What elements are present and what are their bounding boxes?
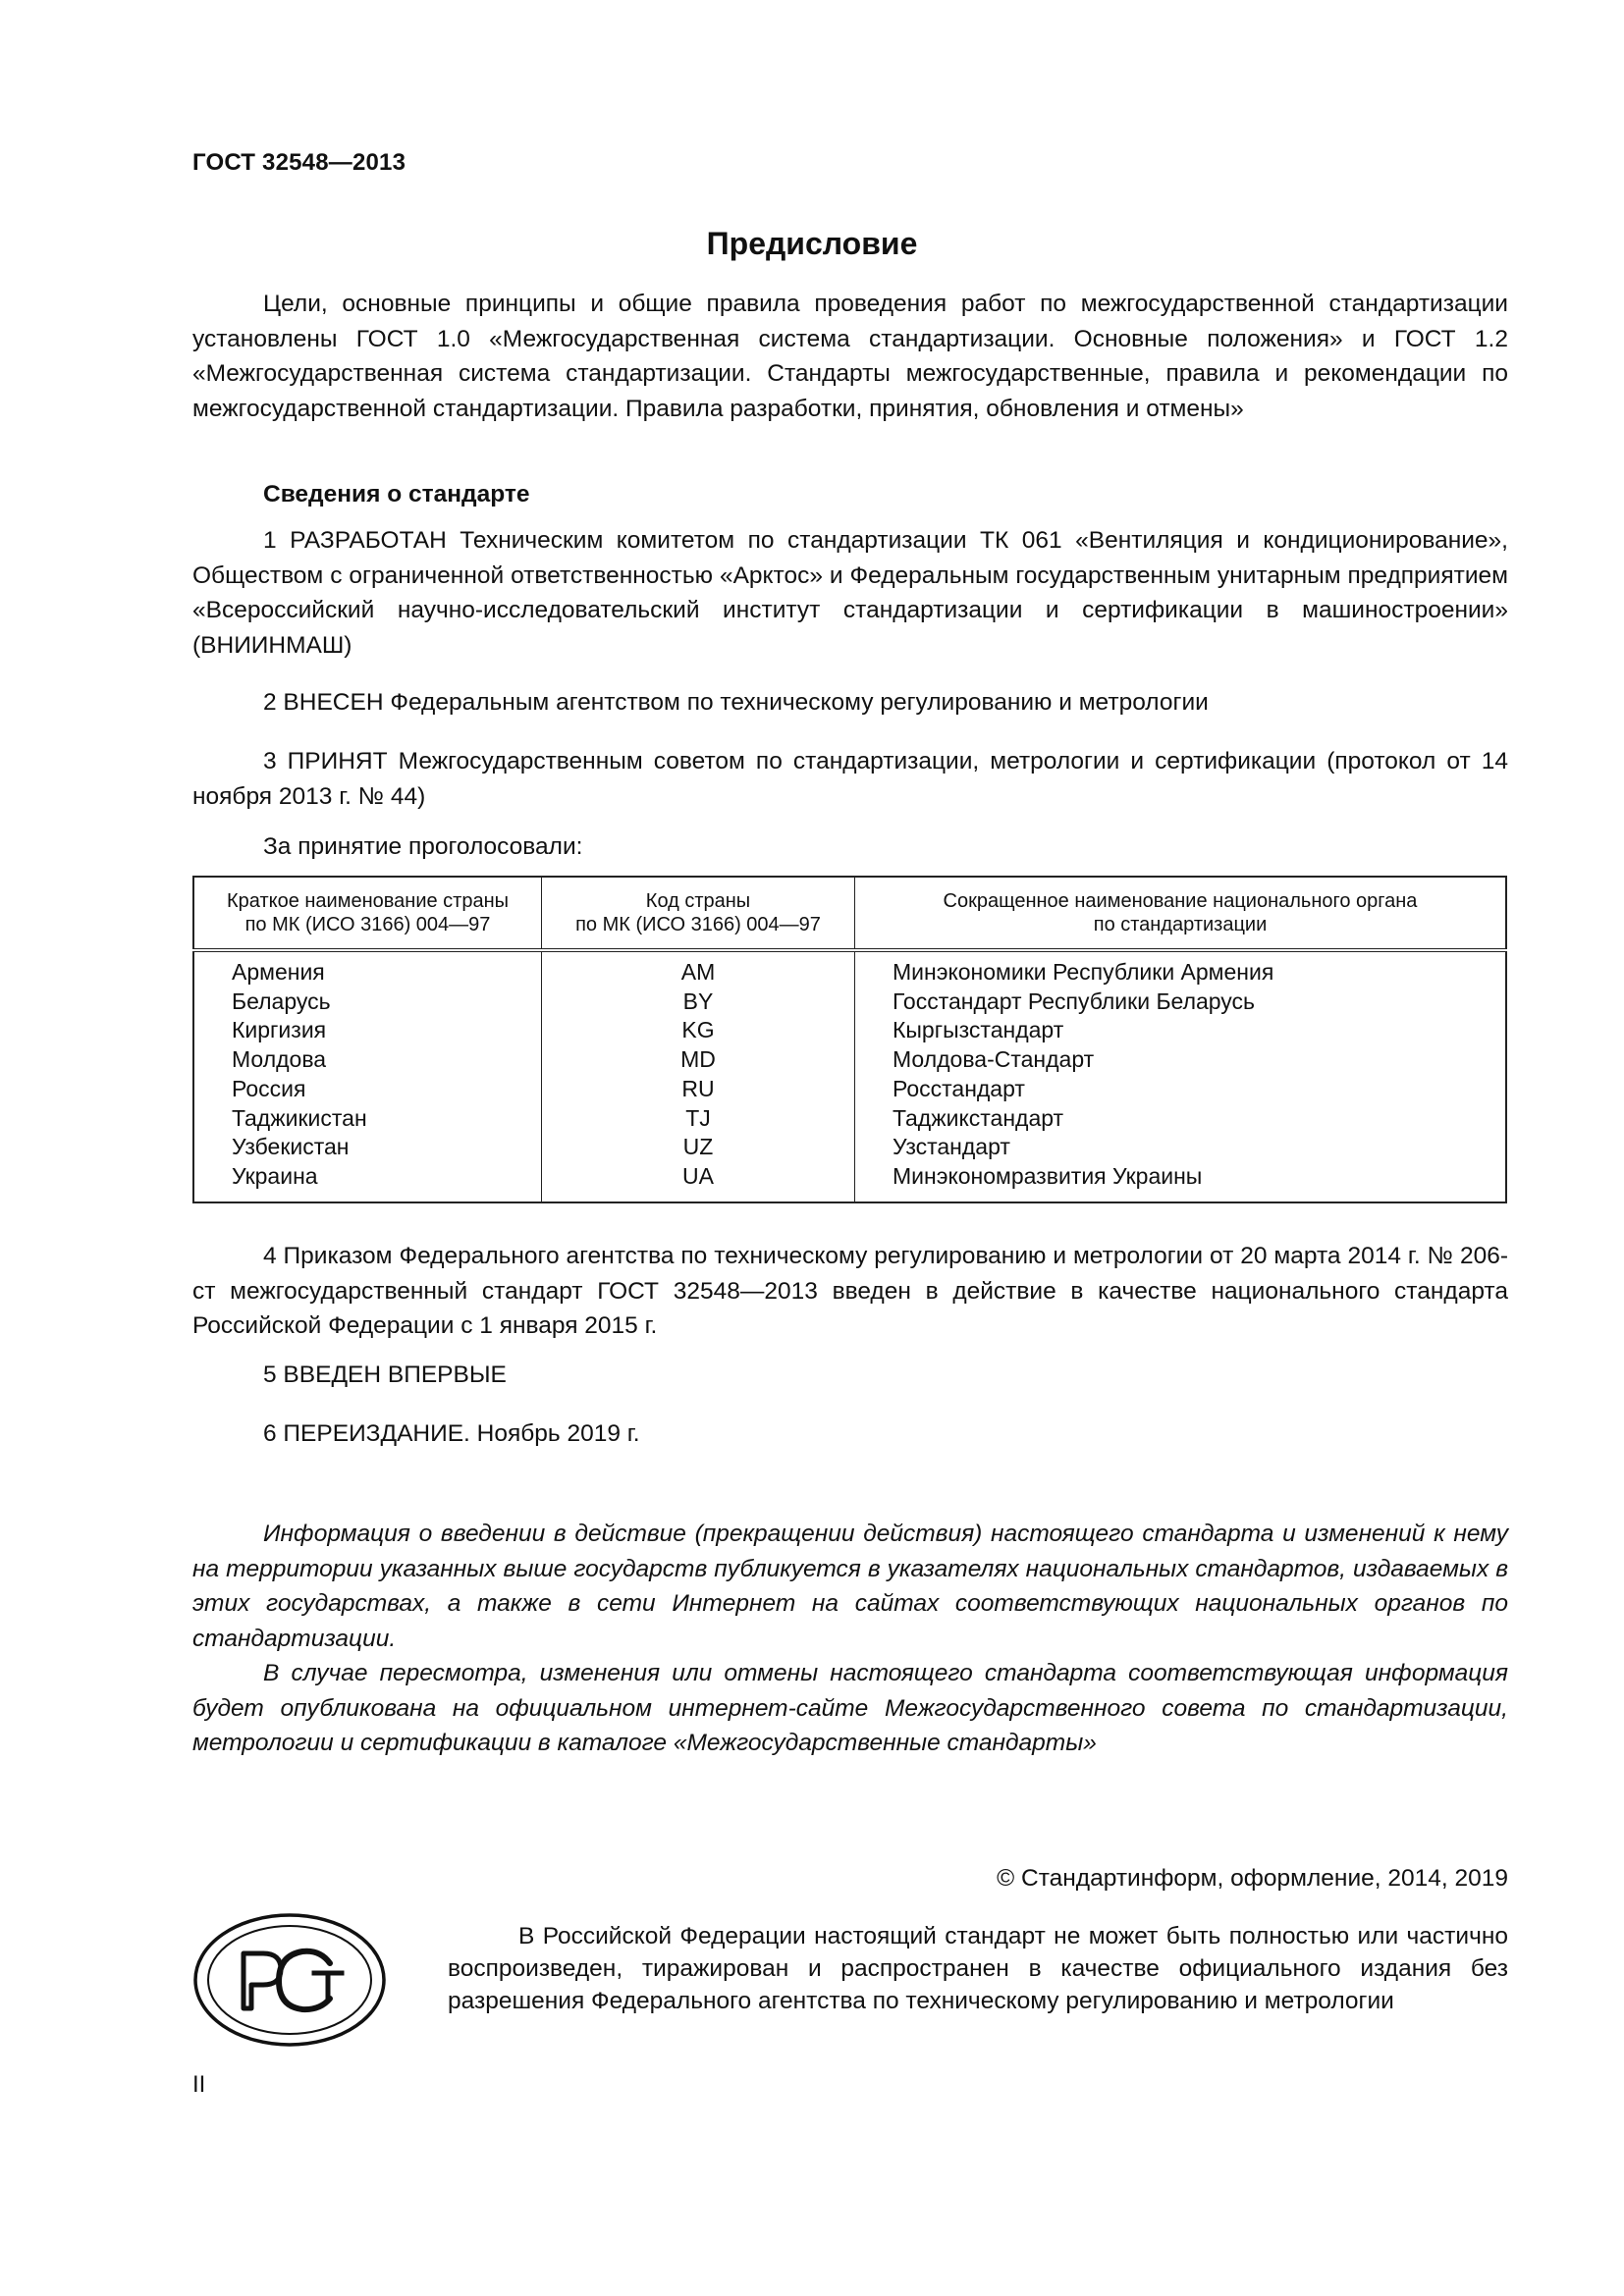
paragraph-first-time: 5 ВВЕДЕН ВПЕРВЫЕ [263, 1362, 507, 1388]
section-heading-standard-info: Сведения о стандарте [263, 481, 530, 507]
cell-org: Молдова-Стандарт [893, 1046, 1095, 1073]
cell-code: BY [542, 988, 855, 1017]
cell-org: Кыргызстандарт [893, 1017, 1064, 1043]
cell-code: MD [542, 1045, 855, 1075]
header-body-line1: Сокращенное наименование национального органа [943, 890, 1418, 912]
paragraph-developed: 1 РАЗРАБОТАН Техническим комитетом по стандартизации ТК 061 «Вентиляция и кондиционирование», Обществом с ограниченной ответственностью «Арктос» и Федеральным государственным унитарным предприятием «Всероссийский научно-исследовательский институт стандартизации и сертификации в машиностроении» (ВНИИНМАШ) [192, 527, 1508, 659]
rst-certification-mark-icon [192, 1912, 387, 2048]
revision-note-paragraph: В случае пересмотра, изменения или отмены настоящего стандарта соответствующая информация будет опубликована на официальном интернет-сайте Межгосударственного совета по стандартизации, метрологии и сертификации в каталоге «Межгосударственные стандарты» [192, 1660, 1508, 1756]
cell-code: UA [542, 1162, 855, 1202]
paragraph-adopted: 3 ПРИНЯТ Межгосударственным советом по стандартизации, метрологии и сертификации (протокол от 14 ноября 2013 г. № 44) [192, 748, 1508, 810]
header-country-line1: Краткое наименование страны [226, 890, 510, 912]
cell-code: AM [542, 950, 855, 988]
cell-org: Узстандарт [893, 1134, 1010, 1160]
header-country-code [542, 877, 855, 950]
header-country-line2: по МК (ИСО 3166) 004—97 [244, 914, 491, 935]
voted-label: За принятие проголосовали: [263, 833, 583, 860]
item-adopted [192, 744, 1508, 814]
cell-country: Молдова [193, 1045, 542, 1075]
cell-country: Таджикистан [193, 1104, 542, 1134]
header-body-line2: по стандартизации [1093, 914, 1268, 935]
header-code-line1: Код страны [645, 890, 751, 912]
cell-country: Армения [193, 950, 542, 988]
header-country-name [193, 877, 542, 950]
cell-code: TJ [542, 1104, 855, 1134]
cell-country: Украина [193, 1162, 542, 1202]
cell-country: Россия [193, 1075, 542, 1104]
header-code-line2: по МК (ИСО 3166) 004—97 [575, 914, 821, 935]
paragraph-reissue: 6 ПЕРЕИЗДАНИЕ. Ноябрь 2019 г. [263, 1420, 640, 1447]
page-title: Предисловие [706, 226, 918, 261]
cell-country: Киргизия [193, 1016, 542, 1045]
info-note-paragraph: Информация о введении в действие (прекращении действия) настоящего стандарта и изменений к нему на территории указанных выше государств публикуется в указателях национальных стандартов, издаваемых в этих государствах, а также в сети Интернет на сайтах соответствующих национальных органов по стандартизации. [192, 1521, 1508, 1652]
cell-org: Минэкономики Республики Армения [893, 959, 1274, 985]
cell-org: Таджикстандарт [893, 1104, 1064, 1131]
voting-table [192, 876, 1507, 1203]
cell-code: KG [542, 1016, 855, 1045]
table-row [193, 1075, 1506, 1104]
document-header: ГОСТ 32548—2013 [192, 149, 406, 176]
cell-org: Минэкономразвития Украины [893, 1162, 1203, 1189]
table-row [193, 1162, 1506, 1202]
paragraph-order: 4 Приказом Федерального агентства по техническому регулированию и метрологии от 20 марта 2014 г. № 206-ст межгосударственный стандарт ГОСТ 32548—2013 введен в действие в качестве национального стандарта Российской Федерации с 1 января 2015 г. [192, 1243, 1508, 1339]
cell-code: RU [542, 1075, 855, 1104]
cell-org: Росстандарт [893, 1075, 1025, 1101]
cell-code: UZ [542, 1133, 855, 1162]
cell-country: Беларусь [193, 988, 542, 1017]
item-developed [192, 523, 1508, 663]
rights-notice [448, 1920, 1508, 2017]
table-header-row [193, 877, 1506, 950]
table-row [193, 1133, 1506, 1162]
item-order [192, 1239, 1508, 1344]
cell-country: Узбекистан [193, 1133, 542, 1162]
table-row [193, 1045, 1506, 1075]
page-number: II [192, 2071, 206, 2098]
header-national-body [855, 877, 1507, 950]
table-row [193, 988, 1506, 1017]
paragraph-introduced-by: 2 ВНЕСЕН Федеральным агентством по техническому регулированию и метрологии [263, 689, 1209, 716]
intro-section [192, 287, 1508, 426]
intro-paragraph: Цели, основные принципы и общие правила проведения работ по межгосударственной стандартизации установлены ГОСТ 1.0 «Межгосударственная система стандартизации. Основные положения» и ГОСТ 1.2 «Межгосударственная система стандартизации. Стандарты межгосударственные, правила и рекомендации по межгосударственной стандартизации. Правила разработки, принятия, обновления и отмены» [192, 291, 1508, 422]
table-row [193, 1104, 1506, 1134]
cell-org: Госстандарт Республики Беларусь [893, 988, 1256, 1014]
table-row [193, 1016, 1506, 1045]
copyright-notice: © Стандартинформ, оформление, 2014, 2019 [997, 1865, 1508, 1892]
notes-section [192, 1517, 1508, 1761]
rights-paragraph: В Российской Федерации настоящий стандарт не может быть полностью или частично воспроизведен, тиражирован и распространен в качестве официального издания без разрешения Федерального агентства по техническому регулированию и метрологии [448, 1923, 1508, 2014]
rst-logo-graphic [192, 1912, 387, 2048]
table-row [193, 950, 1506, 988]
